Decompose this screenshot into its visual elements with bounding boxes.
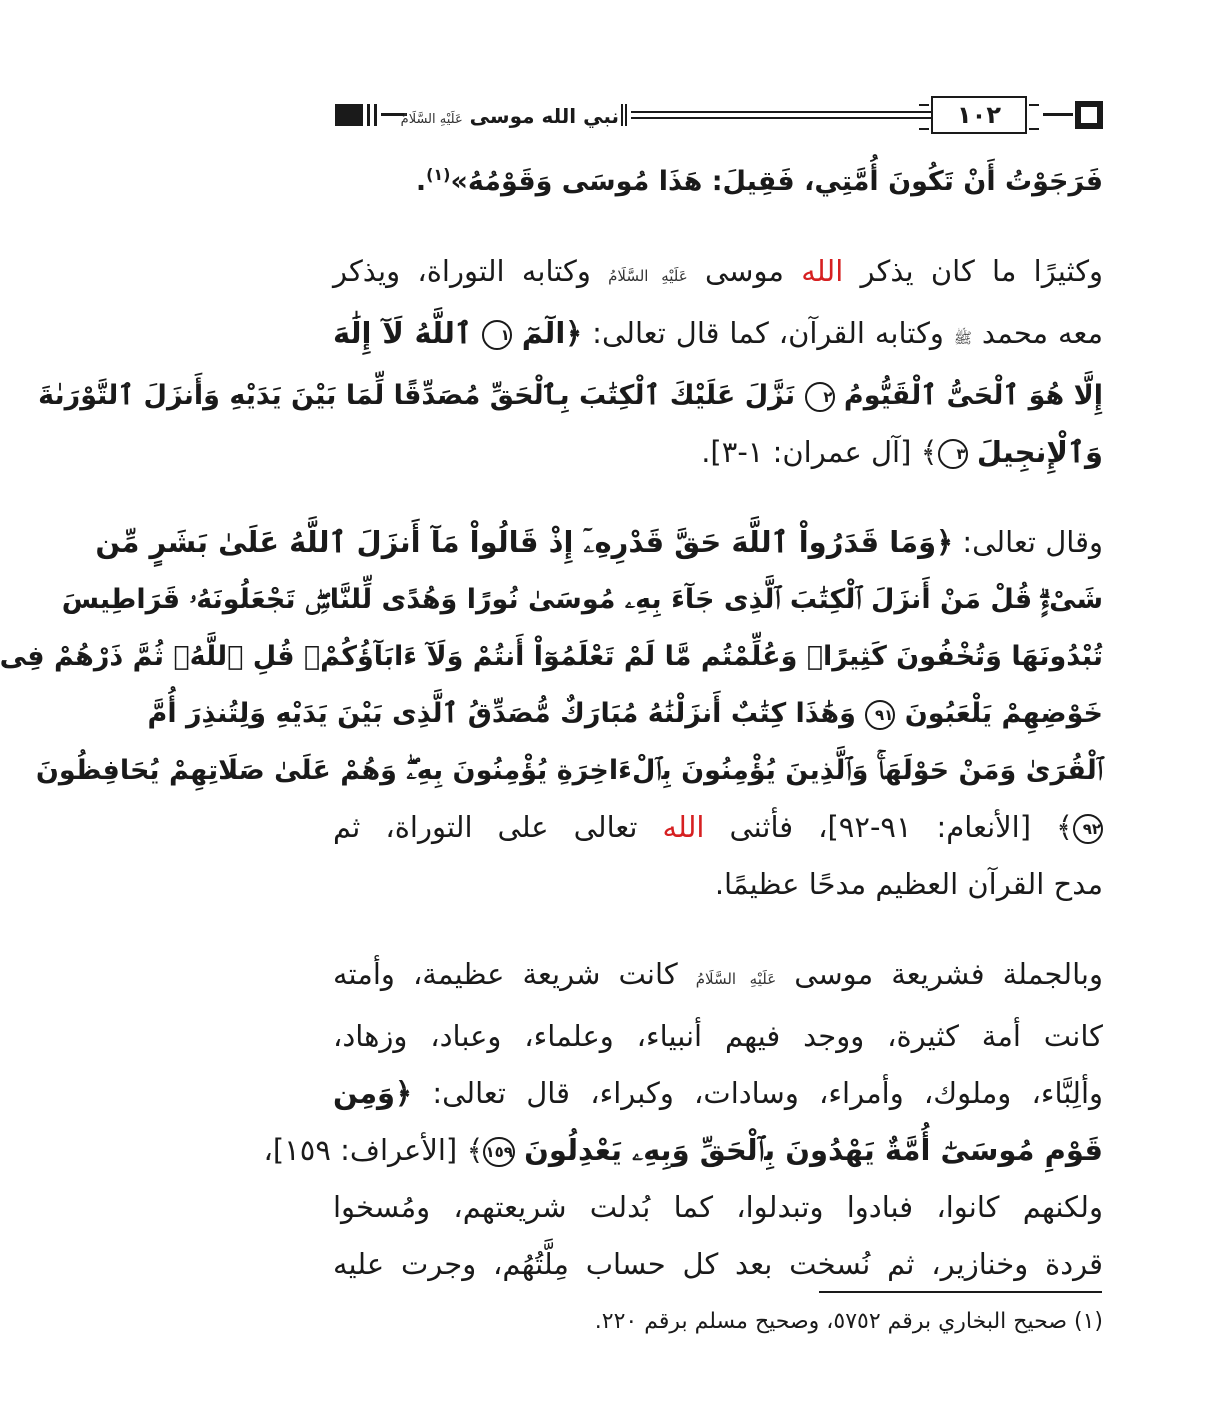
header-rule-right: [1043, 113, 1073, 116]
text-span: وقال تعالى:: [962, 525, 1103, 559]
text-line: [333, 1065, 1103, 1122]
verse-number: ١: [482, 320, 512, 350]
text-line: كانت أمة كثيرة، ووجد فيهم أنبياء، وعلماء، وعباد، وزهاد،: [333, 1019, 1103, 1053]
text-line: [263, 1122, 1103, 1179]
quran-text: وَهَٰذَا كِتَٰبٌ أَنزَلْنَٰهُ مُبَارَكٌ مُّصَدِّقُ ٱلَّذِى بَيْنَ يَدَيْهِ وَلِتُنذِرَ أُمَّ: [147, 698, 856, 729]
verse-number: ٢: [805, 382, 835, 412]
text-span: معه محمد: [981, 316, 1104, 350]
chapter-title-text: نبي الله موسى: [469, 104, 619, 128]
quran-text: شَىْءٍۗ قُلْ مَنْ أَنزَلَ ٱلْكِتَٰبَ ٱلَّذِى جَآءَ بِهِۦ مُوسَىٰ نُورًا وَهُدًى لِّلنَّاسِۖ تَجْعَلُونَهُۥ قَرَاطِيسَ: [61, 584, 1103, 615]
quran-text: وَٱلْإِنجِيلَ: [976, 435, 1103, 469]
text-span: وألِبَّاء، وملوك، وأمراء، وسادات، وكبراء، قال تعالى:: [432, 1076, 1104, 1110]
text-line: [147, 685, 1103, 742]
text-span: كانت شريعة عظيمة، وأمته: [333, 957, 678, 991]
verse-number: ٩١: [865, 700, 895, 730]
quran-text: ٱلْقُرَىٰ وَمَنْ حَوْلَهَاۚ وَٱلَّذِينَ يُؤْمِنُونَ بِٱلْءَاخِرَةِ يُؤْمِنُونَ بِهِۦۖ وَهُمْ عَلَىٰ صَلَاتِهِمْ يُحَافِظُونَ: [35, 755, 1103, 786]
text-span: وبالجملة فشريعة موسى: [794, 957, 1103, 991]
text-line: [333, 946, 1103, 1008]
header-rule-middle: [631, 111, 931, 119]
honorific: ﷺ: [953, 329, 972, 347]
citation: ﴾ [الأنعام: ٩١-٩٢]، فأثنى: [729, 810, 1074, 844]
quran-text: إِلَّا هُوَ ٱلْحَىُّ ٱلْقَيُّومُ: [843, 380, 1103, 411]
header-ornament-block: [335, 104, 363, 126]
text-line: [333, 305, 1103, 367]
quran-text: ٱللَّهُ لَآ إِلَٰهَ: [333, 316, 472, 350]
text-span: وكتابه التوراة، ويذكر: [333, 254, 591, 288]
text-span: وكتابه القرآن، كما قال تعالى:: [592, 316, 944, 350]
chapter-title-honorific: عَلَيْهِ السَّلَامُ: [400, 112, 463, 127]
hadith-text: فَرَجَوْتُ أَنْ تَكُونَ أُمَّتِي، فَقِيلَ: هَذَا مُوسَى وَقَوْمُهُ»: [450, 166, 1103, 197]
text-line: ولكنهم كانوا، فبادوا وتبدلوا، كما بُدلت شريعتهم، ومُسخوا: [333, 1190, 1103, 1224]
citation: ﴾ [الأعراف: ١٥٩]،: [263, 1133, 484, 1167]
verse-number: ٩٢: [1073, 814, 1103, 844]
quran-text: خَوْضِهِمْ يَلْعَبُونَ: [904, 698, 1103, 729]
honorific: عَلَيْهِ السَّلَامُ: [608, 267, 688, 285]
text-line: [35, 742, 1103, 799]
chapter-title: [400, 102, 619, 130]
verse-number: ٣: [938, 439, 968, 469]
page-body: [0, 146, 1104, 1293]
text-line: [38, 367, 1103, 424]
honorific: عَلَيْهِ السَّلَامُ: [695, 970, 777, 988]
header-ornament-bar: [367, 104, 377, 126]
footnote: (١) صحيح البخاري برقم ٥٧٥٢، وصحيح مسلم برقم ٢٢٠.: [594, 1309, 1103, 1334]
quran-text: نَزَّلَ عَلَيْكَ ٱلْكِتَٰبَ بِٱلْحَقِّ مُصَدِّقًا لِّمَا بَيْنَ يَدَيْهِ وَأَنزَلَ ٱلتَّوْرَىٰةَ: [38, 380, 796, 411]
text-line: [61, 571, 1103, 628]
header-ornament-square: [1075, 101, 1103, 129]
quran-text: قَوْمِ مُوسَىٰٓ أُمَّةٌ يَهْدُونَ بِٱلْحَقِّ وَبِهِۦ يَعْدِلُونَ: [524, 1133, 1103, 1167]
citation: ﴾ [آل عمران: ١-٣].: [701, 435, 938, 469]
quran-text: تُبْدُونَهَا وَتُخْفُونَ كَثِيرًاۖ وَعُلِّمْتُم مَّا لَمْ تَعْلَمُوٓاْ أَنتُمْ وَلَآ ءَابَآؤُكُمْۖ قُلِ ٱللَّهُۖ ثُمَّ ذَرْهُمْ فِى: [0, 641, 1103, 672]
quran-text: ﴿الٓمٓ: [521, 316, 583, 350]
text-span: وكثيرًا ما كان يذكر: [860, 254, 1104, 288]
text-line: [333, 424, 1103, 481]
page-number: ١٠٢: [931, 96, 1027, 134]
text-span: موسى: [704, 254, 784, 288]
verse-number: ١٥٩: [483, 1137, 514, 1167]
text-line: [95, 514, 1103, 571]
text-span: تعالى على التوراة، ثم: [333, 810, 638, 844]
text-line: مدح القرآن العظيم مدحًا عظيمًا.: [714, 867, 1103, 901]
punctuation: .: [415, 166, 427, 197]
divine-name: الله: [662, 810, 705, 844]
text-line: قردة وخنازير، ثم نُسخت بعد كل حساب مِلَّتُهُم، وجرت عليه: [333, 1247, 1103, 1281]
quran-text: ﴿وَمِن: [333, 1076, 413, 1110]
page-header: [335, 96, 1103, 140]
footnote-rule: [819, 1291, 1102, 1293]
text-line: [333, 243, 1103, 305]
text-line: [333, 146, 1103, 210]
text-line: [333, 799, 1103, 856]
header-divider: [621, 104, 627, 126]
text-line: [0, 628, 1103, 685]
footnote-ref: (١): [426, 165, 451, 184]
divine-name: الله: [801, 254, 844, 288]
quran-text: ﴿وَمَا قَدَرُواْ ٱللَّهَ حَقَّ قَدْرِهِۦٓ إِذْ قَالُواْ مَآ أَنزَلَ ٱللَّهُ عَلَىٰ بَشَرٍ مِّن: [95, 525, 954, 559]
